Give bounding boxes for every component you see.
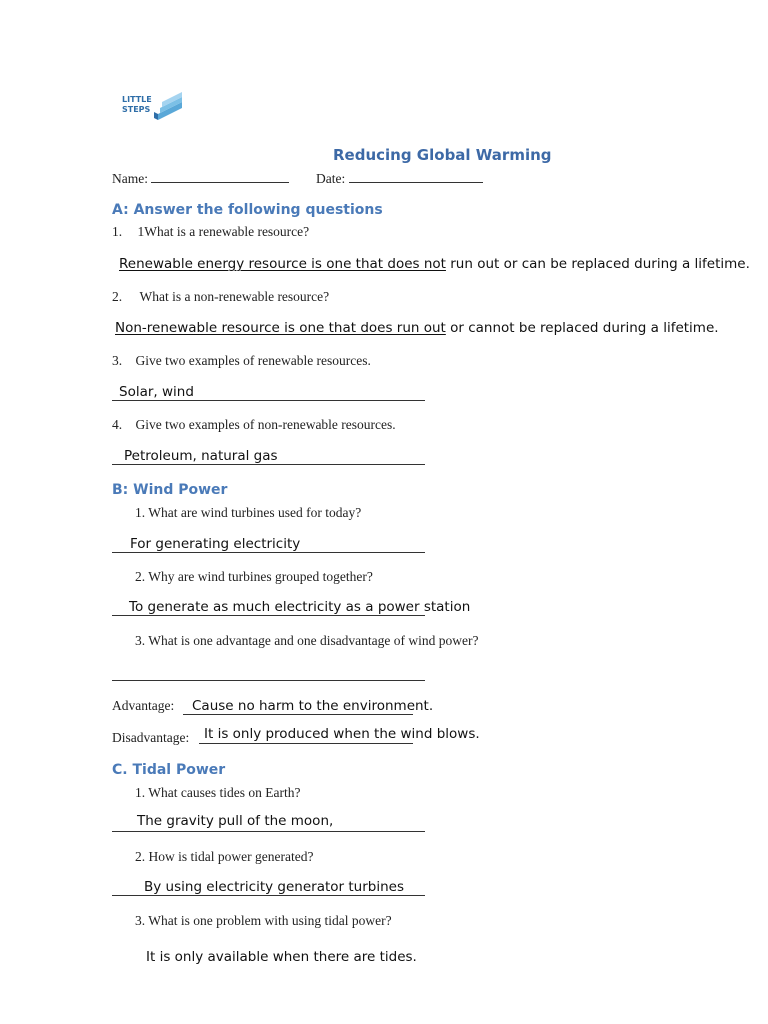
disadvantage-answer[interactable] [204,726,480,742]
section-b-heading: B: Wind Power [112,482,228,498]
question-a3 [112,353,371,369]
logo-line2: STEPS [122,105,151,114]
question-a2 [112,289,329,305]
answer-a1[interactable] [112,256,750,272]
disadvantage-end: blows. [432,726,480,742]
answer-b1[interactable]: For generating electricity [130,536,301,552]
question-b3: 3. What is one advantage and one disadvantage of wind power? [135,633,479,648]
answer-a3[interactable]: Solar, wind [119,384,194,400]
answer-line [199,742,413,744]
question-number: 2. [112,289,123,304]
question-text: What is a non-renewable resource? [139,289,330,304]
logo-line1: LITTLE [122,95,152,104]
question-b1: 1. What are wind turbines used for today? [135,505,362,520]
name-field[interactable] [112,169,289,187]
question-text: 1What is a renewable resource? [137,224,310,239]
answer-underlined: Renewable energy resource is one that does not [119,256,446,272]
stairs-icon [154,92,182,120]
question-a4 [112,417,396,433]
advantage-text: Cause no harm to the environment [192,698,429,714]
question-c1: 1. What causes tides on Earth? [135,785,301,800]
question-b2: 2. Why are wind turbines grouped together? [135,569,373,584]
question-number: 3. [112,353,123,368]
advantage-answer[interactable] [192,698,433,714]
answer-c2[interactable]: By using electricity generator turbines [144,879,404,895]
page-title: Reducing Global Warming [333,146,552,164]
question-c3: 3. What is one problem with using tidal power? [135,913,392,928]
answer-a4[interactable]: Petroleum, natural gas [124,448,278,464]
section-a-heading: A: Answer the following questions [112,202,383,218]
section-c-heading: C. Tidal Power [112,762,226,778]
advantage-label: Advantage: [112,698,175,713]
name-blank[interactable] [151,169,289,183]
disadvantage-text: It is only produced when the wind [204,726,433,742]
date-label: Date: [316,171,346,186]
answer-line [112,679,425,681]
date-blank[interactable] [349,169,483,183]
disadvantage-label: Disadvantage: [112,730,190,745]
answer-c3[interactable]: It is only available when there are tides. [146,949,417,965]
date-field[interactable] [316,169,483,187]
answer-rest: or cannot be replaced during a lifetime. [445,320,719,336]
advantage-end: . [428,698,434,714]
answer-underlined: Non-renewable resource is one that does run out [115,320,446,336]
answer-rest: run out or can be replaced during a lifetime. [445,256,750,272]
question-text: Give two examples of non-renewable resources. [135,417,396,432]
answer-a2[interactable] [112,320,719,336]
question-number: 4. [112,417,123,432]
answer-c1[interactable]: The gravity pull of the moon, [137,813,334,829]
question-a1 [112,224,309,240]
question-number: 1. [112,224,123,239]
little-steps-logo [120,88,186,122]
question-c2: 2. How is tidal power generated? [135,849,314,864]
question-text: Give two examples of renewable resources. [135,353,371,368]
answer-b2[interactable]: To generate as much electricity as a power station [129,599,471,615]
name-label: Name: [112,171,148,186]
answer-line [112,830,425,832]
